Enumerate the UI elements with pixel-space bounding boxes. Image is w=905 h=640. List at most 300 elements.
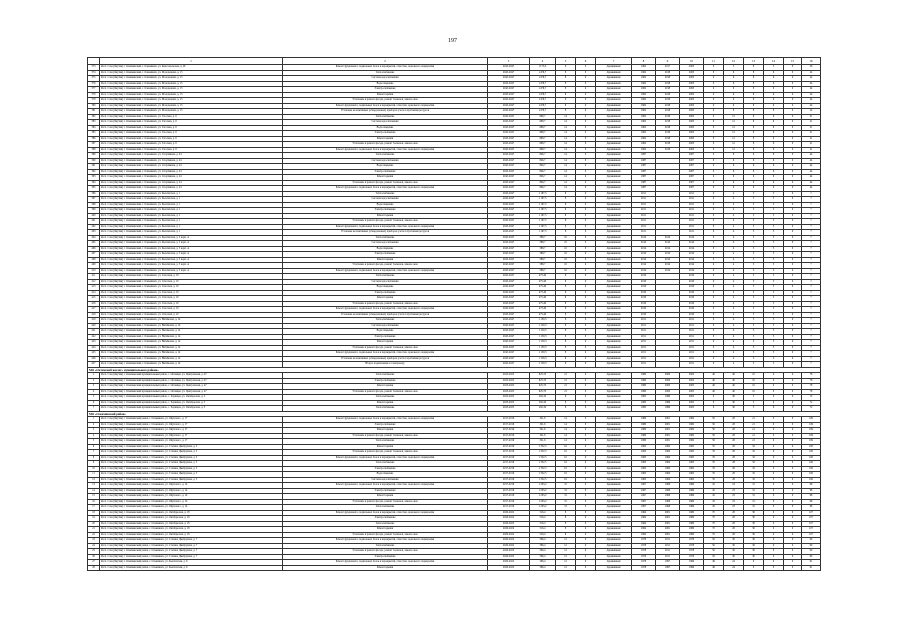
area-cell: 846,7 [530, 186, 556, 192]
value-cell: 0 [704, 307, 724, 313]
year-built-cell: 1962 [632, 81, 656, 87]
value-cell: 0 [576, 389, 596, 395]
period-cell: 2045-2047 [488, 296, 530, 302]
material-cell: Деревянный [596, 142, 632, 148]
address-cell: Респ. Саха (Якутия) г. Олекминский, г. Олекминск, ул. Спортивная, д. 24 [100, 186, 283, 192]
year-cell: 2014 [656, 246, 680, 252]
material-cell: Деревянный [596, 334, 632, 340]
work-type-cell: Ремонт крыши [283, 527, 488, 533]
address-cell: Респ. Саха (Якутия) г. Олекминский муниципальный район, с. Хоринцы, ул. Октябрьская, д. 3 [100, 395, 283, 401]
flats-cell: 8 [556, 191, 576, 197]
year-built-cell: 1963 [632, 450, 656, 456]
flats-cell: 10 [556, 263, 576, 269]
material-cell: Деревянный [596, 125, 632, 131]
value-cell: 0 [764, 417, 784, 423]
value-cell: 0 [764, 521, 784, 527]
address-cell: Респ. Саха (Якутия) г. Олекминский, г. Олекминск, ул. Молодежная, д. 15 [100, 103, 283, 109]
work-type-cell: Система водоснабжения [283, 279, 488, 285]
value-cell: 0 [784, 334, 802, 340]
value-cell: 50 [704, 538, 724, 544]
year-built-cell: 1978 [632, 549, 656, 555]
work-type-cell: Установка коллективных (общедомовых) приборов учета потребления ресурсов [283, 109, 488, 115]
address-cell: Респ. Саха (Якутия) г. Олекминский, г. Олекминск, ул. Витимская, д. 14 [100, 362, 283, 368]
year-built-cell: 1978 [632, 560, 656, 566]
year-built-cell: 2011 [632, 197, 656, 203]
year-cell: 2014 [656, 241, 680, 247]
value-cell: 0 [784, 554, 802, 560]
year-cell: 1999 [680, 560, 704, 566]
flats-cell: 14 [556, 131, 576, 137]
value-cell: 0 [576, 103, 596, 109]
value-cell: 0 [784, 87, 802, 93]
value-cell: 0 [576, 208, 596, 214]
year-cell: 2018 [656, 87, 680, 93]
value-cell: 0 [576, 406, 596, 412]
year-cell: 1964 [656, 455, 680, 461]
value-cell: 3 [744, 268, 764, 274]
flats-cell: 8 [556, 98, 576, 104]
address-cell: Респ. Саха (Якутия) г. Олекминский, г. Олекминск, ул. Спасская, д. 10 [100, 307, 283, 313]
address-cell: Респ. Саха (Якутия) г. Олекминский район, г. Олекминск, ул. Ойунского, д. 17 [100, 417, 283, 423]
flats-cell: 8 [556, 532, 576, 538]
year-cell: 2018 [656, 136, 680, 142]
value-cell: 0 [576, 417, 596, 423]
year-cell: 2011 [656, 543, 680, 549]
flats-cell: 8 [556, 230, 576, 236]
year-cell: 2007 [680, 186, 704, 192]
area-cell: 321,6 [530, 422, 556, 428]
material-cell: Деревянный [596, 76, 632, 82]
value-cell: 0 [784, 345, 802, 351]
area-cell: 1 150,3 [530, 345, 556, 351]
period-cell: 2017-2019 [488, 417, 530, 423]
value-cell: 0 [704, 334, 724, 340]
material-cell: Деревянный [596, 252, 632, 258]
material-cell: Деревянный [596, 549, 632, 555]
value-cell: 28 [724, 417, 744, 423]
year-cell: 2001 [656, 417, 680, 423]
area-cell: 1 352,5 [530, 444, 556, 450]
value-cell: 0 [576, 439, 596, 445]
address-cell: Респ. Саха (Якутия) г. Олекминский район, г. Олекминск, ул. Ойунского, д. 17 [100, 422, 283, 428]
year-cell: 1999 [656, 406, 680, 412]
year-cell: 2007 [680, 169, 704, 175]
value-cell: 0 [784, 213, 802, 219]
value-cell: 0 [704, 351, 724, 357]
value-cell: 0 [576, 499, 596, 505]
flats-cell: 12 [556, 560, 576, 566]
flats-cell: 8 [556, 307, 576, 313]
address-cell: Респ. Саха (Якутия) г. Олекминский, г. Олекминск, ул. Спасская, д. 10 [100, 285, 283, 291]
period-cell: 2045-2047 [488, 224, 530, 230]
material-cell: Деревянный [596, 241, 632, 247]
work-type-cell: Утепление и ремонт фасада, ремонт балконов, замена окон [283, 263, 488, 269]
work-type-cell: Теплоснабжение [283, 373, 488, 379]
material-cell: Деревянный [596, 180, 632, 186]
year-cell: 1964 [656, 477, 680, 483]
value-cell: 7 [802, 235, 821, 241]
work-type-cell: Утепление и ремонт фасада, ремонт балконов, замена окон [283, 345, 488, 351]
value-cell: 6 [764, 186, 784, 192]
year-built-cell: 2010 [632, 307, 656, 313]
value-cell: 0 [784, 252, 802, 258]
material-cell: Деревянный [596, 257, 632, 263]
value-cell: 0 [576, 70, 596, 76]
value-cell: 0 [784, 510, 802, 516]
value-cell: 0 [784, 565, 802, 571]
material-cell: Деревянный [596, 543, 632, 549]
material-cell: Деревянный [596, 406, 632, 412]
value-cell: 30 [744, 532, 764, 538]
value-cell: 3 [764, 362, 784, 368]
address-cell: Респ. Саха (Якутия) г. Олекминский, г. Олекминск, ул. Витимская, д. 14 [100, 323, 283, 329]
period-cell: 2020-2022 [488, 560, 530, 566]
value-cell: 45 [704, 505, 724, 511]
period-cell: 2045-2047 [488, 87, 530, 93]
year-cell: 1982 [680, 417, 704, 423]
year-cell: 1965 [680, 472, 704, 478]
value-cell: 44 [802, 164, 821, 170]
row-number: 378 [88, 92, 100, 98]
address-cell: Респ. Саха (Якутия) г. Олекминский, г. Олекминск, ул. Спасская, д. 10 [100, 290, 283, 296]
value-cell: 0 [576, 378, 596, 384]
value-cell: 0 [764, 494, 784, 500]
row-number: 390 [88, 158, 100, 164]
year-cell: 2003 [680, 87, 704, 93]
row-number: 412 [88, 279, 100, 285]
flats-cell: 8 [556, 301, 576, 307]
row-number: 410 [88, 268, 100, 274]
value-cell: 40 [704, 384, 724, 390]
value-cell: 4 [724, 301, 744, 307]
flats-cell: 12 [556, 549, 576, 555]
address-cell: Респ. Саха (Якутия) г. Олекминский район, г. Олекминск, ул. Степана Дмитрукова, д. 7 [100, 543, 283, 549]
row-number: 6 [88, 444, 100, 450]
year-cell: 2001 [656, 422, 680, 428]
work-type-cell: Водоотведение [283, 125, 488, 131]
value-cell: 5 [744, 400, 764, 406]
address-cell: Респ. Саха (Якутия) г. Олекминский район, г. Олекминск, ул. Ойунского, д. 17 [100, 428, 283, 434]
value-cell: 6 [724, 164, 744, 170]
material-cell: Деревянный [596, 521, 632, 527]
row-number: 423 [88, 340, 100, 346]
value-cell: 6 [744, 180, 764, 186]
address-cell: Респ. Саха (Якутия) г. Олекминский муниципальный район, с. Октемцы, ул. Центральная, д. 47 [100, 378, 283, 384]
value-cell: 7 [802, 323, 821, 329]
material-cell: Деревянный [596, 147, 632, 153]
flats-cell: 61 [556, 477, 576, 483]
value-cell: 0 [576, 428, 596, 434]
value-cell: 0 [704, 103, 724, 109]
material-cell: Деревянный [596, 235, 632, 241]
value-cell: 0 [784, 323, 802, 329]
value-cell: 50 [704, 439, 724, 445]
value-cell: 98 [802, 494, 821, 500]
material-cell: Деревянный [596, 439, 632, 445]
work-type-cell: Ремонт крыши [283, 175, 488, 181]
material-cell: Деревянный [596, 164, 632, 170]
value-cell: 109 [802, 422, 821, 428]
area-cell: 625,70 [530, 389, 556, 395]
year-built-cell: 1964 [632, 532, 656, 538]
value-cell: 7 [802, 329, 821, 335]
value-cell: 3 [764, 246, 784, 252]
value-cell: 0 [704, 164, 724, 170]
value-cell: 0 [764, 483, 784, 489]
value-cell: 7 [802, 191, 821, 197]
work-type-cell: Ремонт фундамента, подвальных балок и перекрытий, отмостки, цокольного перекрытия [283, 351, 488, 357]
value-cell: 0 [704, 92, 724, 98]
period-cell: 2045-2047 [488, 186, 530, 192]
value-cell: 35 [704, 455, 724, 461]
material-cell: Деревянный [596, 279, 632, 285]
flats-cell: 61 [556, 455, 576, 461]
value-cell: 0 [704, 290, 724, 296]
value-cell: 0 [784, 532, 802, 538]
work-type-cell: Ремонт крыши [283, 213, 488, 219]
flats-cell: 31 [556, 505, 576, 511]
row-number: 7 [88, 406, 100, 412]
material-cell: Деревянный [596, 488, 632, 494]
period-cell: 2020-2022 [488, 532, 530, 538]
row-number: 4 [88, 433, 100, 439]
value-cell: 3 [764, 235, 784, 241]
header-cell: 10 [680, 58, 704, 65]
row-number: 405 [88, 241, 100, 247]
value-cell: 0 [704, 175, 724, 181]
row-number: 6 [88, 400, 100, 406]
year-cell: 2005 [680, 384, 704, 390]
flats-cell: 8 [556, 356, 576, 362]
material-cell: Деревянный [596, 483, 632, 489]
flats-cell: 8 [556, 70, 576, 76]
value-cell: 0 [576, 169, 596, 175]
area-cell: 625,70 [530, 373, 556, 379]
address-cell: Респ. Саха (Якутия) г. Олекминский район, г. Олекминск, ул. Октябрьская, д. 18 [100, 527, 283, 533]
work-type-cell: Электроснабжение [283, 378, 488, 384]
value-cell: 0 [704, 131, 724, 137]
value-cell: 0 [784, 301, 802, 307]
row-number: 375 [88, 76, 100, 82]
work-type-cell: Система водоснабжения [283, 158, 488, 164]
value-cell: 50 [704, 549, 724, 555]
value-cell: 35 [704, 477, 724, 483]
material-cell: Деревянный [596, 274, 632, 280]
value-cell: 0 [704, 142, 724, 148]
year-built-cell: 1963 [632, 461, 656, 467]
work-type-cell: Электроснабжение [283, 516, 488, 522]
value-cell: 6 [764, 87, 784, 93]
address-cell: Респ. Саха (Якутия) г. Олекминский район, г. Олекминск, ул. Степана Дмитрукова, д. 7 [100, 538, 283, 544]
work-type-cell: Ремонт фундамента, подвальных балок и перекрытий, отмостки, цокольного перекрытия [283, 455, 488, 461]
area-cell: 1 197,5 [530, 230, 556, 236]
row-number: 392 [88, 169, 100, 175]
period-cell: 2045-2047 [488, 76, 530, 82]
work-type-cell: Водоотведение [283, 472, 488, 478]
year-cell: 1999 [680, 565, 704, 571]
year-cell: 1978 [680, 538, 704, 544]
address-cell: Респ. Саха (Якутия) г. Олекминский район, г. Олекминск, ул. Степана Дмитрукова, д. 5 [100, 455, 283, 461]
address-cell: Респ. Саха (Якутия) г. Олекминский, г. Олекминск, ул. Витимская, д. 14 [100, 345, 283, 351]
value-cell: 28 [724, 428, 744, 434]
period-cell: 2017-2019 [488, 455, 530, 461]
value-cell: 0 [576, 274, 596, 280]
value-cell: 30 [744, 538, 764, 544]
value-cell: 72 [802, 395, 821, 401]
value-cell: 0 [784, 406, 802, 412]
value-cell: 0 [784, 373, 802, 379]
value-cell: 3 [764, 241, 784, 247]
value-cell: 3 [744, 307, 764, 313]
value-cell: 6 [724, 81, 744, 87]
year-cell: 2011 [680, 318, 704, 324]
material-cell: Деревянный [596, 323, 632, 329]
period-cell: 2045-2047 [488, 153, 530, 159]
value-cell: 6 [764, 98, 784, 104]
value-cell: 23 [724, 505, 744, 511]
material-cell: Деревянный [596, 340, 632, 346]
value-cell: 0 [784, 461, 802, 467]
value-cell: 28 [724, 466, 744, 472]
value-cell: 31 [744, 505, 764, 511]
area-cell: 1 150,3 [530, 356, 556, 362]
value-cell: 0 [784, 279, 802, 285]
value-cell: 0 [576, 307, 596, 313]
value-cell: 3 [744, 191, 764, 197]
year-built-cell: 2010 [632, 274, 656, 280]
value-cell: 0 [784, 153, 802, 159]
flats-cell: 14 [556, 142, 576, 148]
material-cell: Деревянный [596, 565, 632, 571]
header-cell: 7 [596, 58, 632, 65]
flats-cell: 61 [556, 472, 576, 478]
value-cell: 0 [704, 186, 724, 192]
year-built-cell: 1987 [632, 175, 656, 181]
year-built-cell: 1962 [632, 120, 656, 126]
value-cell: 0 [784, 136, 802, 142]
value-cell: 0 [784, 307, 802, 313]
address-cell: Респ. Саха (Якутия) г. Олекминский, г. Олекминск, ул. Кыллахская, д. 5 корп. А [100, 241, 283, 247]
value-cell: 0 [704, 268, 724, 274]
value-cell: 0 [784, 202, 802, 208]
year-built-cell: 1987 [632, 158, 656, 164]
period-cell: 2045-2047 [488, 98, 530, 104]
period-cell: 2045-2047 [488, 175, 530, 181]
material-cell: Деревянный [596, 103, 632, 109]
row-number: 406 [88, 246, 100, 252]
value-cell: 0 [704, 274, 724, 280]
work-type-cell: Система водоснабжения [283, 120, 488, 126]
value-cell: 28 [724, 450, 744, 456]
year-cell: 2010 [680, 307, 704, 313]
period-cell: 2020-2022 [488, 521, 530, 527]
value-cell: 0 [576, 461, 596, 467]
value-cell: 4 [724, 263, 744, 269]
value-cell: 8 [744, 65, 764, 71]
address-cell: Респ. Саха (Якутия) г. Олекминский муниципальный район, с. Октемцы, ул. Центральная, д. 47 [100, 373, 283, 379]
material-cell: Деревянный [596, 169, 632, 175]
address-cell: Респ. Саха (Якутия) г. Олекминский район, г. Олекминск, ул. Ойунского, д. 14 [100, 483, 283, 489]
material-cell: Деревянный [596, 516, 632, 522]
value-cell: 6 [764, 169, 784, 175]
year-built-cell: 1985 [632, 400, 656, 406]
value-cell: 3 [764, 197, 784, 203]
value-cell: 4 [724, 257, 744, 263]
value-cell: 7 [802, 219, 821, 225]
area-cell: 1 150,3 [530, 340, 556, 346]
value-cell: 0 [784, 538, 802, 544]
flats-cell: 14 [556, 175, 576, 181]
work-type-cell: Ремонт фундамента, подвальных балок и перекрытий, отмостки, цокольного перекрытия [283, 483, 488, 489]
value-cell: 0 [784, 235, 802, 241]
row-number: 15 [88, 494, 100, 500]
value-cell: 0 [704, 285, 724, 291]
year-cell: 2007 [680, 153, 704, 159]
value-cell: 7 [802, 274, 821, 280]
value-cell: 4 [724, 268, 744, 274]
value-cell: 7 [802, 334, 821, 340]
value-cell: 0 [576, 92, 596, 98]
year-built-cell: 2011 [632, 202, 656, 208]
address-cell: Респ. Саха (Якутия) г. Олекминский муниципальный район, с. Хоринцы, ул. Октябрьская, д. 3 [100, 400, 283, 406]
year-cell: 2003 [680, 109, 704, 115]
flats-cell: 14 [556, 158, 576, 164]
value-cell: 0 [576, 257, 596, 263]
value-cell: 6 [764, 70, 784, 76]
value-cell: 4 [724, 224, 744, 230]
value-cell: 0 [576, 373, 596, 379]
flats-cell: 61 [556, 466, 576, 472]
value-cell: 0 [576, 301, 596, 307]
year-cell: 2011 [680, 351, 704, 357]
value-cell: 0 [576, 202, 596, 208]
flats-cell: 12 [556, 554, 576, 560]
value-cell: 0 [576, 312, 596, 318]
year-built-cell: 1980 [632, 384, 656, 390]
value-cell: 5 [764, 65, 784, 71]
value-cell: 3 [744, 230, 764, 236]
year-cell: 1982 [680, 439, 704, 445]
value-cell: 6 [724, 109, 744, 115]
value-cell: 0 [784, 384, 802, 390]
address-cell: Респ. Саха (Якутия) г. Олекминский, г. Олекминск, ул. Кыллахская, д. 1 [100, 191, 283, 197]
year-built-cell: 1967 [632, 488, 656, 494]
row-number: 12 [88, 477, 100, 483]
value-cell: 0 [784, 527, 802, 533]
work-type-cell: Ремонт фундамента, подвальных балок и перекрытий, отмостки, цокольного перекрытия [283, 147, 488, 153]
value-cell: 32 [744, 477, 764, 483]
value-cell: 21 [744, 422, 764, 428]
row-number: 393 [88, 175, 100, 181]
value-cell: 4 [724, 318, 744, 324]
area-cell: 1 352,5 [530, 455, 556, 461]
value-cell: 44 [802, 186, 821, 192]
row-number: 399 [88, 208, 100, 214]
value-cell: 4 [724, 197, 744, 203]
value-cell: 5 [744, 395, 764, 401]
value-cell: 6 [724, 169, 744, 175]
work-type-cell: Ремонт крыши [283, 400, 488, 406]
value-cell: 107 [802, 521, 821, 527]
address-cell: Респ. Саха (Якутия) г. Олекминский, г. Олекминск, ул. Витимская, д. 14 [100, 340, 283, 346]
value-cell: 0 [764, 439, 784, 445]
material-cell: Деревянный [596, 505, 632, 511]
year-cell: 2011 [680, 362, 704, 368]
value-cell: 0 [784, 224, 802, 230]
period-cell: 2045-2047 [488, 285, 530, 291]
area-cell: 1 352,5 [530, 472, 556, 478]
material-cell: Деревянный [596, 109, 632, 115]
